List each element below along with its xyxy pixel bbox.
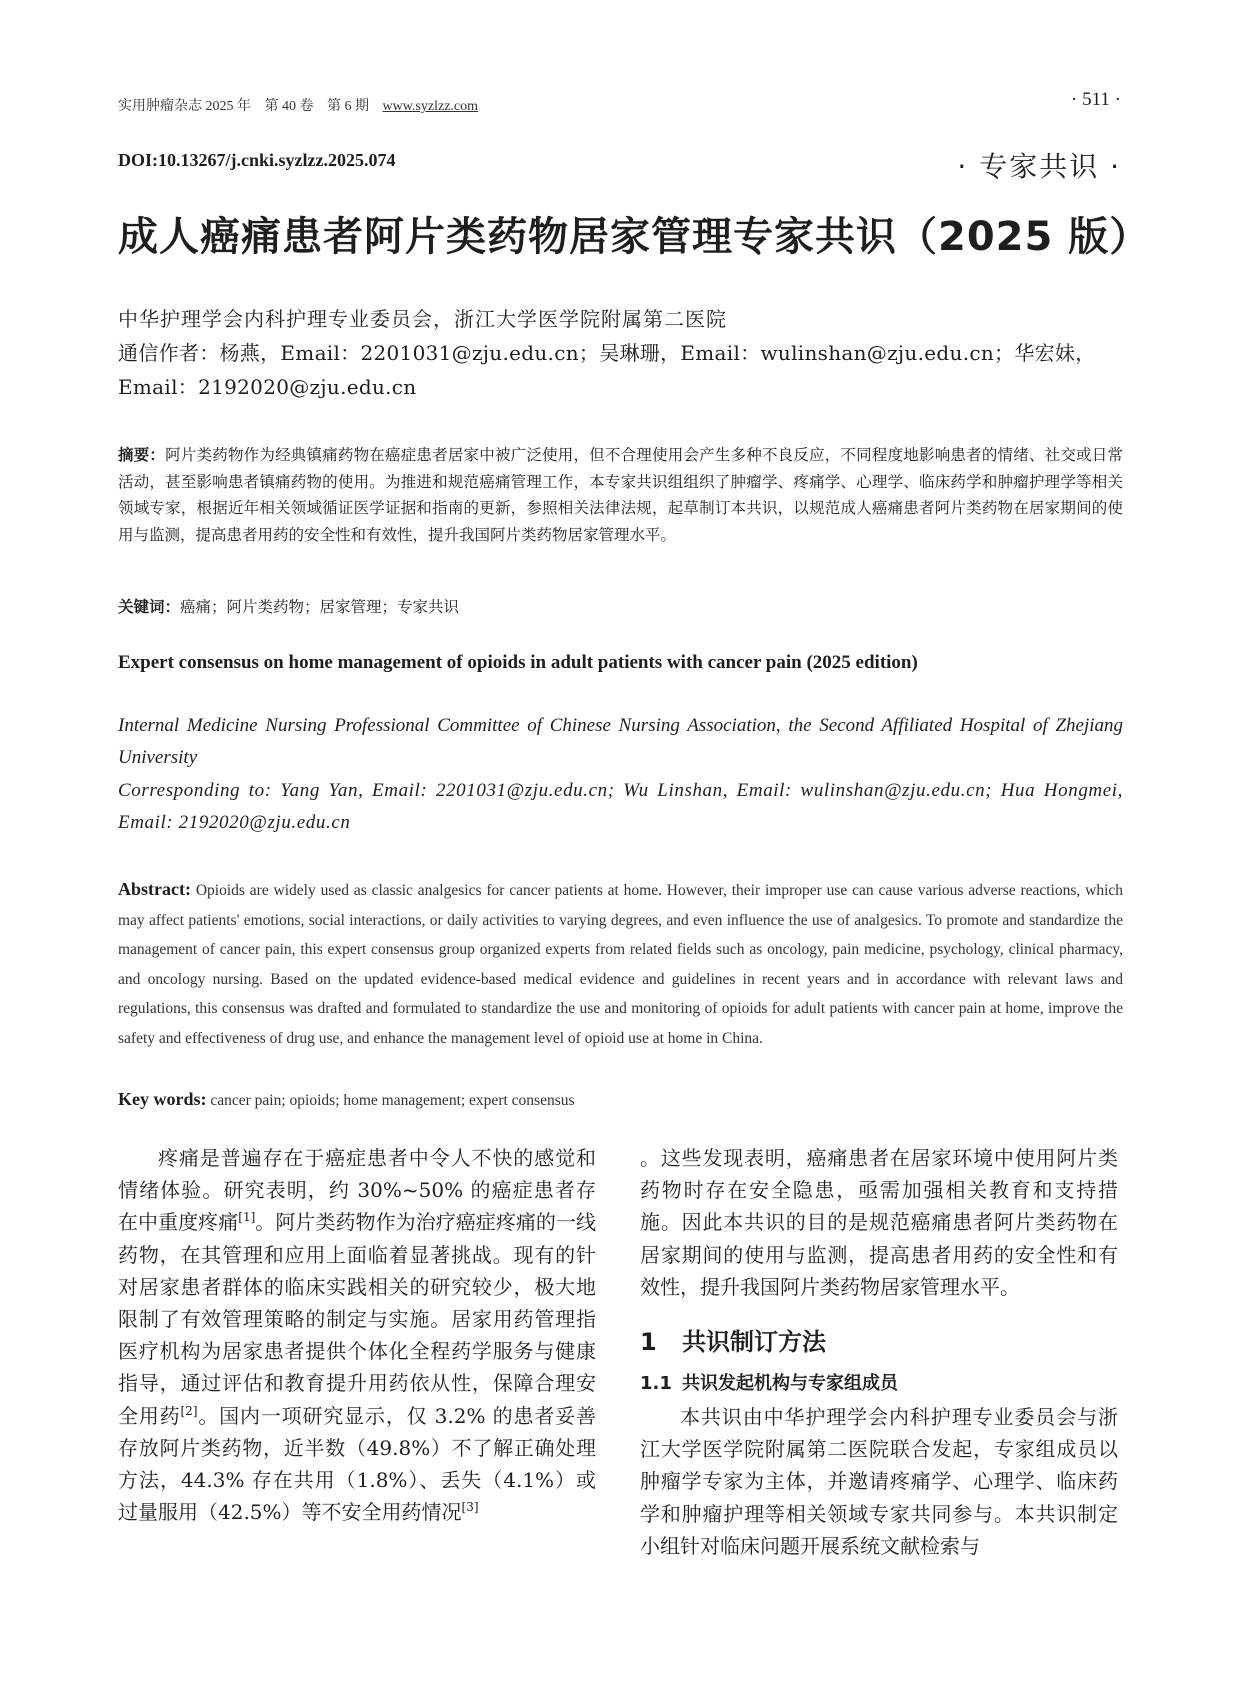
section-tag: · 专家共识 ·	[957, 150, 1121, 183]
english-abstract-text: Opioids are widely used as classic analgesics for cancer patients at home. However, their improper use can cause various adverse reactions, which may affect patients' emotions, social interactions, or daily activities to varying degrees, and even influence the use of analgesics. To promote and standardize the management of cancer pain, this expert consensus group organized experts from related fields such as oncology, pain medicine, psychology, clinical pharmacy, and oncology nursing. Based on the updated evidence-based medical evidence and guidelines in recent years and in accordance with relevant laws and regulations, this consensus was drafted and formulated to standardize the use and monitoring of opioids for adult patients with cancer pain at home, improve the safety and effectiveness of drug use, and enhance the management level of opioid use at home in China.	[118, 882, 1124, 1047]
english-title: Expert consensus on home management of opioids in adult patients with cancer pain (2025 edition)	[118, 652, 918, 673]
chinese-abstract	[118, 442, 1123, 548]
intro-text-1: 疼痛是普遍存在于癌症患者中令人不快的感觉和情绪体验。研究表明，约 30%~50% 的癌症患者存在中重度疼痛	[118, 1146, 596, 1235]
doi: DOI:10.13267/j.cnki.syzlzz.2025.074	[118, 150, 396, 170]
article-title: 成人癌痛患者阿片类药物居家管理专家共识（2025 版）	[118, 214, 1151, 260]
journal-issue: 第 6 期	[327, 99, 369, 114]
english-corresponding: Corresponding to: Yang Yan, Email: 2201031@zju.edu.cn; Wu Linshan, Email: wulinshan@zju.edu.cn; Hua Hongmei, Email: 2192020@zju.edu.cn	[118, 780, 1123, 833]
subsection-title: 共识发起机构与专家组成员	[682, 1373, 898, 1395]
english-keywords	[118, 1085, 1123, 1115]
chinese-keywords-label: 关键词：	[118, 598, 181, 616]
journal-volume: 第 40 卷	[264, 99, 314, 114]
citation-2[interactable]: [2]	[180, 1403, 198, 1418]
section-heading-1	[640, 1325, 1118, 1359]
english-affiliation: Internal Medicine Nursing Professional Committee of Chinese Nursing Association, the Second Affiliated Hospital of Zhejiang University	[118, 715, 1123, 768]
english-abstract-label: Abstract:	[118, 879, 191, 899]
body-column-right	[640, 1142, 1118, 1562]
journal-name: 实用肿瘤杂志 2025 年	[118, 99, 251, 114]
intro-text-3: 。国内一项研究显示，仅 3.2% 的患者妥善存放阿片类药物，近半数（49.8%）不了解正确处理方法，44.3% 存在共用（1.8%）、丢失（4.1%）或过量服用（42.5%）等不安全用药情况	[118, 1403, 596, 1525]
journal-url[interactable]: www.syzlzz.com	[382, 99, 479, 114]
page-number: · 511 ·	[1071, 89, 1121, 110]
citation-3[interactable]: [3]	[461, 1500, 479, 1515]
body-paragraph-intro-continued: 。这些发现表明，癌痛患者在居家环境中使用阿片类药物时存在安全隐患，亟需加强相关教育和支持措施。因此本共识的目的是规范癌痛患者阿片类药物在居家期间的使用与监测，提高患者用药的安全性和有效性，提升我国阿片类药物居家管理水平。	[640, 1146, 1118, 1299]
section-title: 共识制订方法	[682, 1328, 826, 1357]
english-abstract	[118, 875, 1123, 1054]
subsection-heading-1-1	[640, 1367, 1118, 1401]
author-affiliation: 中华护理学会内科护理专业委员会，浙江大学医学院附属第二医院	[118, 307, 727, 331]
section-number: 1	[640, 1328, 657, 1357]
body-paragraph-intro	[118, 1142, 596, 1528]
body-column-left	[118, 1142, 596, 1528]
running-head	[118, 95, 488, 115]
chinese-abstract-label: 摘要：	[118, 446, 166, 464]
corresponding-authors: 通信作者：杨燕，Email：2201031@zju.edu.cn；吴琳珊，Email：wulinshan@zju.edu.cn；华宏妹，Email：2192020@zju.edu.cn	[118, 341, 1096, 399]
chinese-keywords	[118, 594, 1123, 620]
body-paragraph-methods: 本共识由中华护理学会内科护理专业委员会与浙江大学医学院附属第二医院联合发起，专家组成员以肿瘤学专家为主体，并邀请疼痛学、心理学、临床药学和肿瘤护理等相关领域专家共同参与。本共识制定小组针对临床问题开展系统文献检索与	[640, 1405, 1118, 1558]
chinese-abstract-text: 阿片类药物作为经典镇痛药物在癌症患者居家中被广泛使用，但不合理使用会产生多种不良反应，不同程度地影响患者的情绪、社交或日常活动，甚至影响患者镇痛药物的使用。为推进和规范癌痛管理工作，本专家共识组组织了肿瘤学、疼痛学、心理学、临床药学和肿瘤护理学等相关领域专家，根据近年相关领域循证医学证据和指南的更新，参照相关法律法规，起草制订本共识，以规范成人癌痛患者阿片类药物在居家期间的使用与监测，提高患者用药的安全性和有效性，提升我国阿片类药物居家管理水平。	[118, 446, 1123, 544]
intro-continuation	[640, 1142, 1118, 1303]
citation-1[interactable]: [1]	[238, 1210, 256, 1225]
english-keywords-label: Key words:	[118, 1089, 207, 1109]
subsection-number: 1.1	[640, 1373, 672, 1395]
chinese-keywords-text: 癌痛；阿片类药物；居家管理；专家共识	[180, 598, 460, 616]
intro-text-2: 。阿片类药物作为治疗癌症疼痛的一线药物，在其管理和应用上面临着显著挑战。现有的针对居家患者群体的临床实践相关的研究较少，极大地限制了有效管理策略的制定与实施。居家用药管理指医疗机构为居家患者提供个体化全程药学服务与健康指导，通过评估和教育提升用药依从性，保障合理安全用药	[118, 1210, 597, 1428]
english-keywords-text: cancer pain; opioids; home management; expert consensus	[210, 1092, 575, 1109]
